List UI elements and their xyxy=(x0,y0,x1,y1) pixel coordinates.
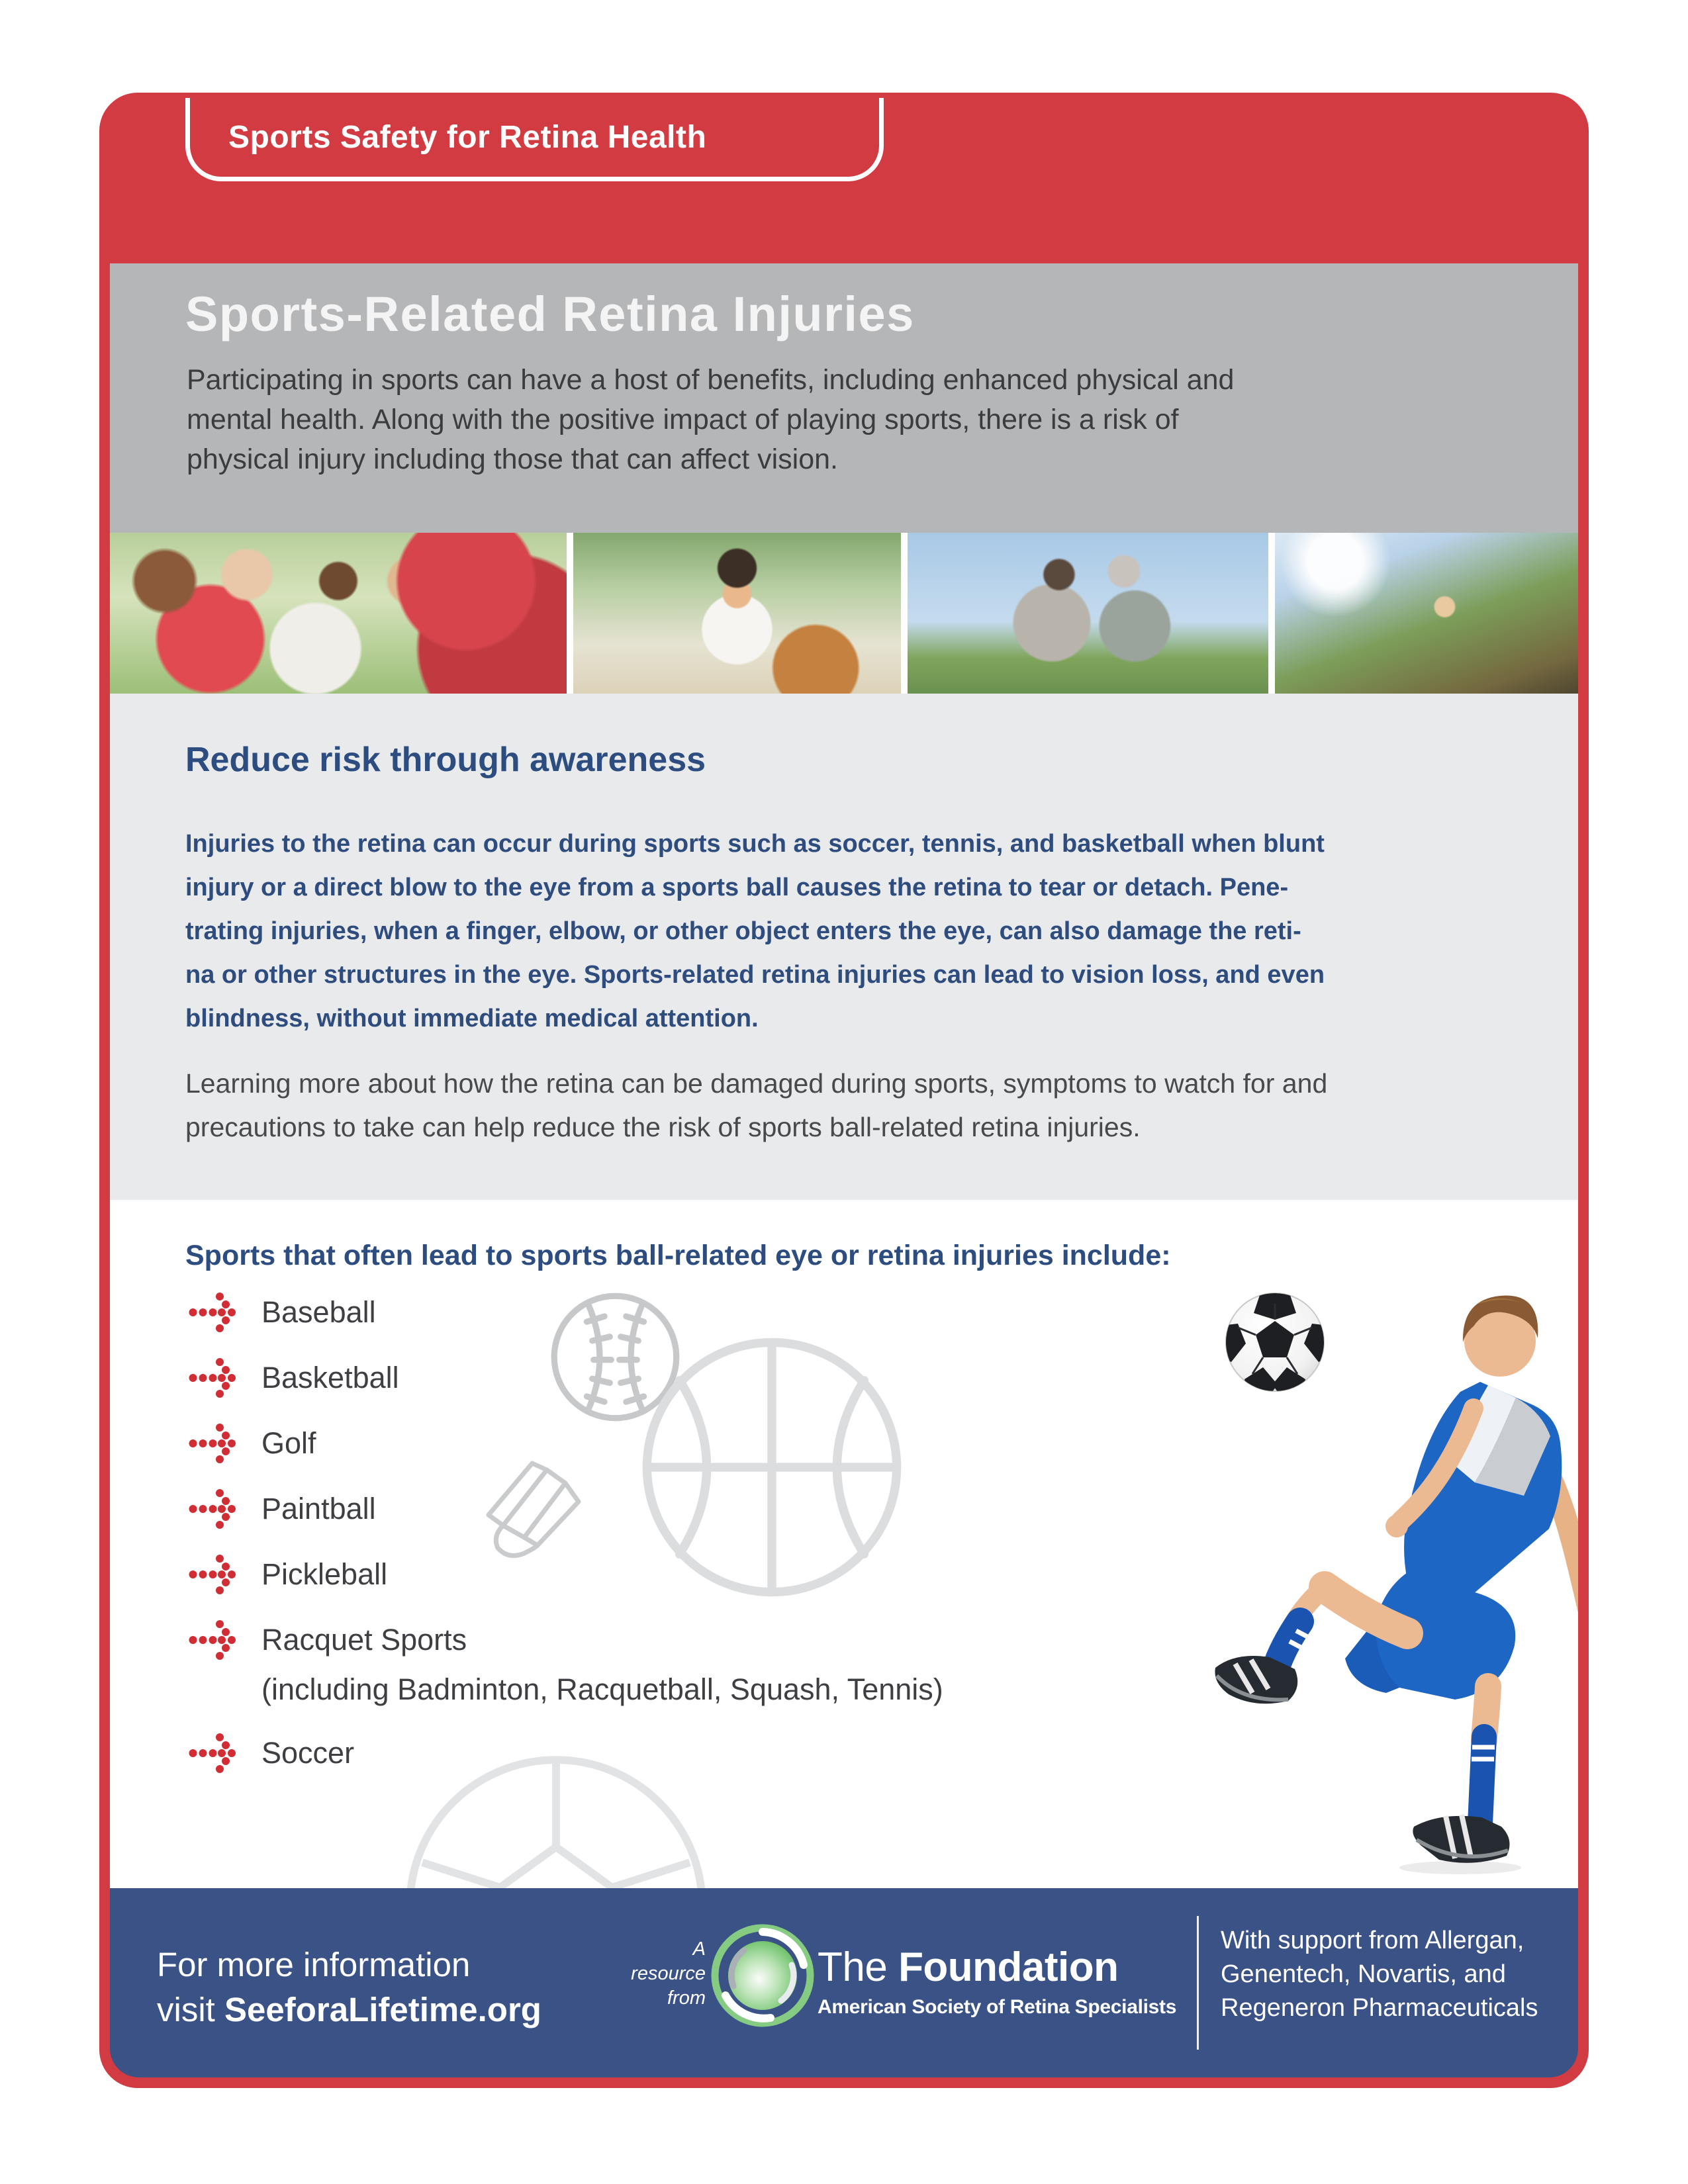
foundation-wordmark xyxy=(818,1944,1176,2019)
page-title: Sports-Related Retina Injuries xyxy=(185,287,915,341)
sport-label: Golf xyxy=(261,1426,316,1460)
awareness-bold-line: injury or a direct blow to the eye from a sports ball causes the retina to tear or detach. Pene- xyxy=(185,874,1289,901)
teen-basketball-player-photo xyxy=(573,533,901,694)
sports-list-item xyxy=(189,1357,399,1399)
sports-list-item xyxy=(189,1619,467,1661)
foundation-globe-icon xyxy=(710,1923,816,2028)
dotted-arrow-right-icon xyxy=(189,1555,239,1594)
tab-title: Sports Safety for Retina Health xyxy=(228,120,707,155)
footer-visit-prefix: visit xyxy=(157,1991,224,2028)
awareness-heading: Reduce risk through awareness xyxy=(185,741,706,779)
children-baseball-team-photo xyxy=(110,533,567,694)
resource-from-label xyxy=(600,1937,706,2011)
dotted-arrow-right-icon xyxy=(189,1489,239,1529)
sport-label: Racquet Sports xyxy=(261,1623,467,1657)
support-line: Genentech, Novartis, and xyxy=(1221,1960,1506,1988)
footer-divider xyxy=(1197,1916,1199,2050)
sport-sublabel: (including Badminton, Racquetball, Squash, Tennis) xyxy=(261,1672,943,1706)
awareness-bold-line: blindness, without immediate medical attention. xyxy=(185,1005,759,1032)
hero-line: physical injury including those that can affect vision. xyxy=(187,443,838,475)
foundation-title xyxy=(818,1944,1176,1991)
awareness-body-line: Learning more about how the retina can be damaged during sports, symptoms to watch for and xyxy=(185,1068,1328,1099)
awareness-bold-line: na or other structures in the eye. Sports-related retina injuries can lead to vision loss, and even xyxy=(185,961,1325,989)
sports-band xyxy=(110,1200,1578,1888)
boy-kicking-soccer-ball-photo xyxy=(1189,1263,1578,1888)
support-line: Regeneron Pharmaceuticals xyxy=(1221,1994,1538,2022)
resource-line: from xyxy=(667,1987,706,2009)
sport-label: Paintball xyxy=(261,1492,376,1525)
website-link[interactable]: SeeforaLifetime.org xyxy=(224,1991,541,2028)
awareness-bold-line: trating injuries, when a finger, elbow, or other object enters the eye, can also damage the reti- xyxy=(185,917,1301,945)
awareness-bold-paragraph xyxy=(185,822,1325,1040)
sports-list-item xyxy=(189,1553,387,1596)
dotted-arrow-right-icon xyxy=(189,1424,239,1463)
soccer-ball-outline-icon xyxy=(400,1751,712,1888)
footer-band xyxy=(110,1888,1578,2077)
hero-paragraph xyxy=(187,360,1234,479)
awareness-band xyxy=(110,694,1578,1200)
sport-label: Soccer xyxy=(261,1736,355,1770)
foundation-subtitle: American Society of Retina Specialists xyxy=(818,1996,1177,2018)
older-couple-golfing-photo xyxy=(908,533,1268,694)
sports-list-item xyxy=(189,1732,354,1774)
red-frame xyxy=(99,93,1589,2088)
dotted-arrow-right-icon xyxy=(189,1620,239,1660)
footer-info xyxy=(157,1942,541,2032)
foundation-the: The xyxy=(818,1944,899,1990)
sports-heading: Sports that often lead to sports ball-related eye or retina injuries include: xyxy=(185,1240,1171,1271)
awareness-bold-line: Injuries to the retina can occur during sports such as soccer, tennis, and basketball when blunt xyxy=(185,830,1325,858)
foundation-name: Foundation xyxy=(898,1944,1119,1990)
resource-line: A xyxy=(692,1938,706,1960)
hero-line: Participating in sports can have a host of benefits, including enhanced physical and xyxy=(187,364,1235,396)
header-band xyxy=(110,93,1578,263)
hero-line: mental health. Along with the positive impact of playing sports, there is a risk of xyxy=(187,404,1179,435)
footer-info-line1: For more information xyxy=(157,1946,471,1983)
dotted-arrow-right-icon xyxy=(189,1358,239,1398)
awareness-body-line: precautions to take can help reduce the risk of sports ball-related retina injuries. xyxy=(185,1112,1141,1142)
photo-strip xyxy=(110,533,1578,694)
frame-inner xyxy=(110,93,1578,2077)
soccer-ball-photo xyxy=(1213,1293,1337,1399)
sports-list-item xyxy=(189,1422,316,1465)
awareness-body-paragraph xyxy=(185,1062,1327,1149)
shuttlecock-outline-icon xyxy=(469,1441,601,1573)
sport-label: Pickleball xyxy=(261,1557,388,1591)
footer-info-line2 xyxy=(157,1987,541,2032)
dotted-arrow-right-icon xyxy=(189,1733,239,1773)
sport-label: Basketball xyxy=(261,1361,399,1394)
header-tab xyxy=(185,98,884,181)
sport-label: Baseball xyxy=(261,1295,376,1329)
sports-list-item xyxy=(189,1291,376,1334)
hero-band xyxy=(110,263,1578,533)
woman-playing-tennis-photo xyxy=(1275,533,1578,694)
support-line: With support from Allergan, xyxy=(1221,1927,1524,1954)
support-text xyxy=(1221,1924,1538,2025)
dotted-arrow-right-icon xyxy=(189,1293,239,1332)
sports-list-item xyxy=(189,1488,376,1530)
resource-line: resource xyxy=(631,1963,706,1984)
basketball-outline-icon xyxy=(636,1332,908,1603)
